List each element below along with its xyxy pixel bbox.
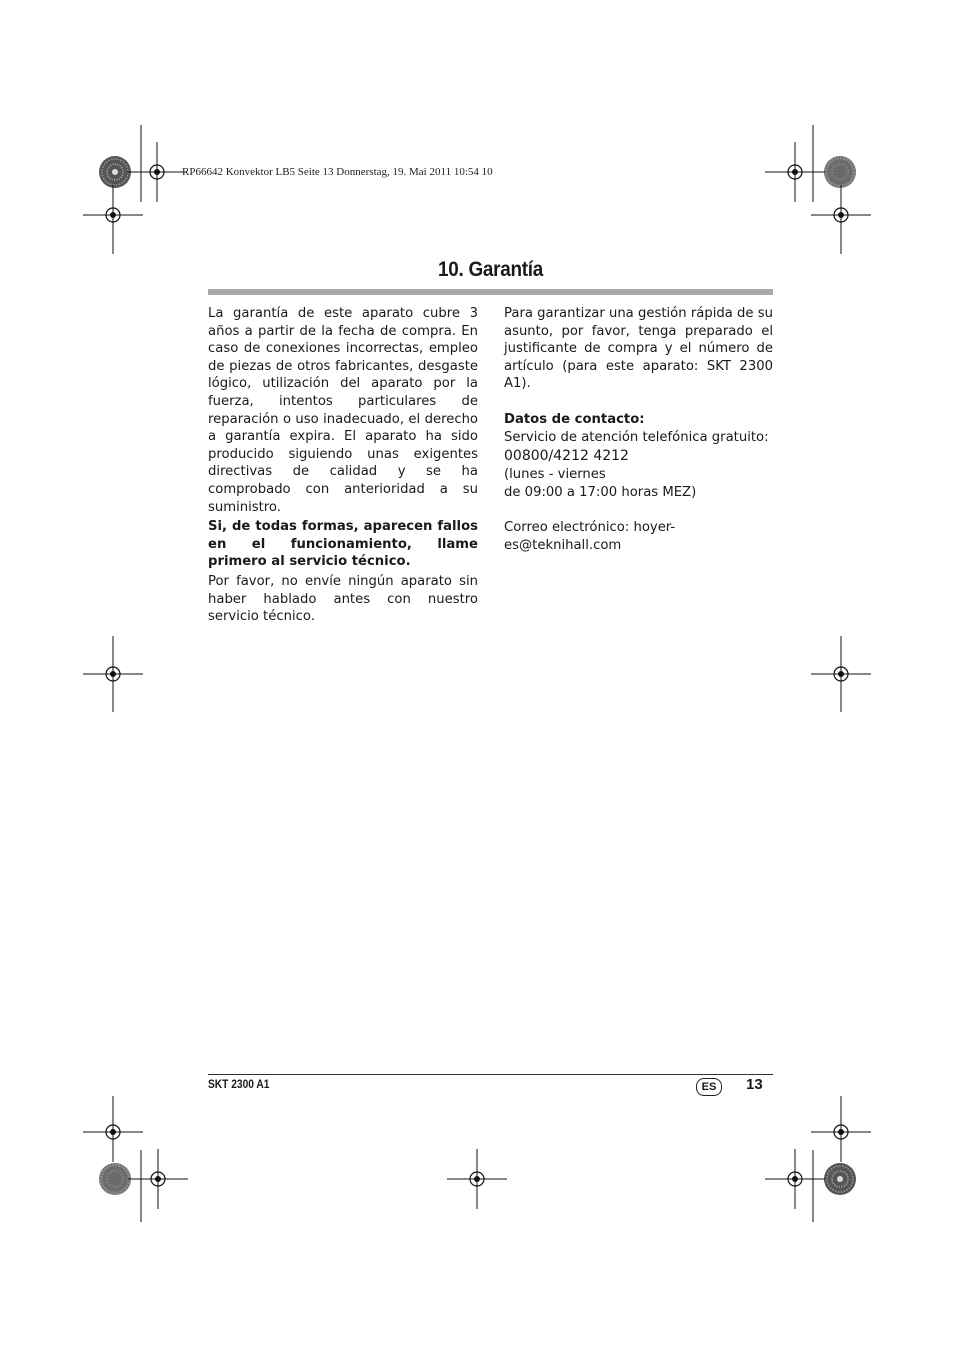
hotline-label: Servicio de atención telefónica gratuito: xyxy=(504,429,769,445)
footer-divider xyxy=(208,1074,773,1075)
malfunction-notice: Si, de todas formas, aparecen fallos en el funcionamiento, llame primero al servicio técnico. xyxy=(208,519,478,570)
page-title: 10. Garantía xyxy=(438,258,543,281)
hours-line-1: (lunes - viernes xyxy=(504,467,606,483)
model-number: SKT 2300 A1 xyxy=(208,1077,270,1091)
title-underline-bar xyxy=(208,289,773,295)
contact-heading: Datos de contacto: xyxy=(504,411,645,427)
email-contact: Correo electrónico: hoyer-es@teknihall.com xyxy=(504,520,676,553)
hotline-number: 00800/4212 4212 xyxy=(504,448,629,465)
warranty-paragraph: La garantía de este aparato cubre 3 años a partir de la fecha de compra. En caso de conexiones incorrectas, empleo de piezas de otros fabricantes, desgaste lógico, utilización del aparato por la fuerza, intentos particulares de reparación o uso inadecuado, el derecho a garantía expira. El aparato ha sido producido siguiendo unas exigentes directivas de calidad y se ha comprobado con anterioridad a su suministro. xyxy=(208,306,478,515)
processing-paragraph: Para garantizar una gestión rápida de su asunto, por favor, tenga preparado el justificante de compra y el número de artículo (para este aparato: SKT 2300 A1). xyxy=(504,306,773,392)
shipping-notice: Por favor, no envíe ningún aparato sin haber hablado antes con nuestro servicio técnico. xyxy=(208,573,478,625)
page-number: 13 xyxy=(746,1076,763,1093)
right-column xyxy=(504,305,773,555)
left-column xyxy=(208,305,478,626)
hours-line-2: de 09:00 a 17:00 horas MEZ) xyxy=(504,484,697,500)
language-badge: ES xyxy=(696,1078,722,1096)
print-slug-line: RP66642 Konvektor LB5 Seite 13 Donnerstag, 19. Mai 2011 10:54 10 xyxy=(182,166,493,178)
